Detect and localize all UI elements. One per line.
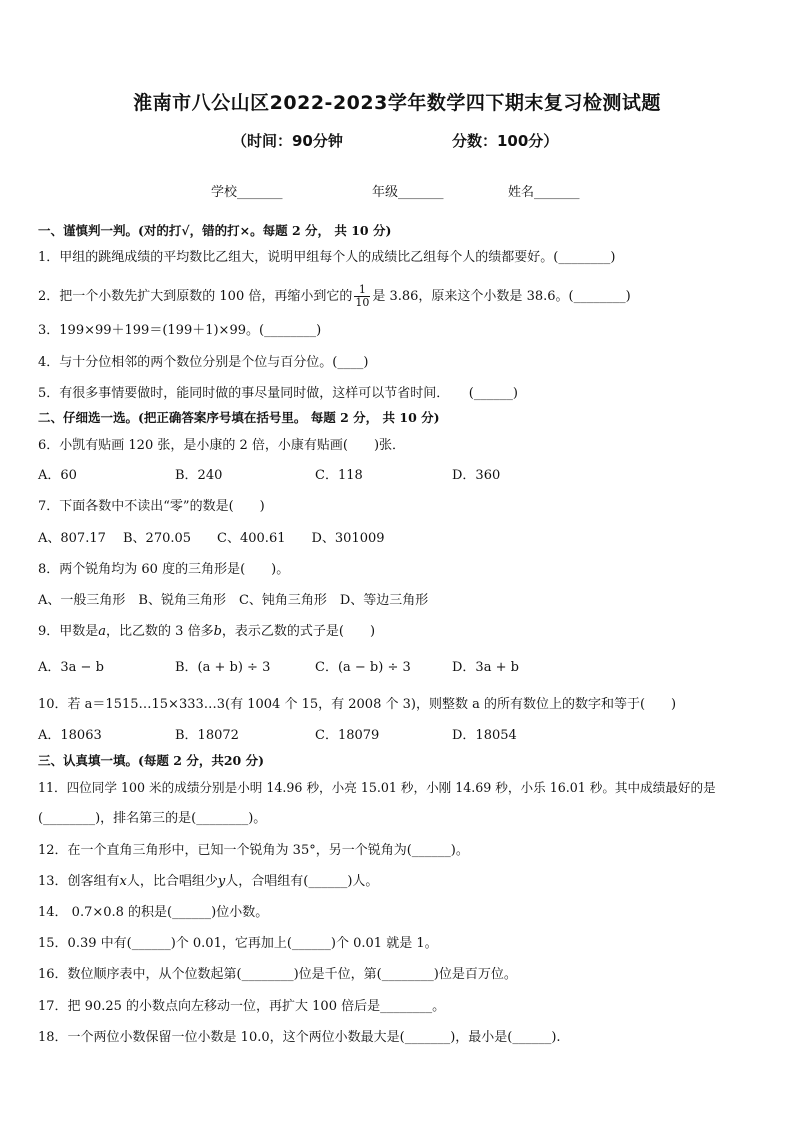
question-2-text-b: 是 3.86，原来这个小数是 38.6。(________)	[372, 289, 631, 304]
fraction-numerator: 1	[354, 284, 370, 297]
question-11: 11．四位同学 100 米的成绩分别是小明 14.96 秒，小亮 15.01 秒，小刚 14.69 秒，小乐 16.01 秒。其中成绩最好的是	[38, 780, 716, 795]
option-c: C．18079	[315, 728, 380, 743]
question-16: 16．数位顺序表中，从个位数起第(________)位是千位，第(________)位是百万位。	[38, 967, 517, 982]
question-5: 5．有很多事情要做时，能同时做的事尽量同时做，这样可以节省时间． (______)	[38, 386, 518, 401]
variable-a: a	[98, 624, 107, 639]
question-9-text-a: 9．甲数是	[38, 624, 99, 639]
option-a: A．3a − b	[38, 660, 104, 675]
question-13-text-c: 人，合唱组有(______)人。	[225, 874, 379, 889]
option-c: C．(a − b) ÷ 3	[315, 660, 411, 675]
variable-x: x	[119, 874, 127, 889]
question-15: 15．0.39 中有(______)个 0.01，它再加上(______)个 0.01 就是 1。	[38, 936, 438, 951]
option-b: B．(a + b) ÷ 3	[175, 660, 271, 675]
question-13-text-a: 13．创客组有	[38, 874, 120, 889]
section-1-heading: 一、谨慎判一判。(对的打√，错的打×。每题 2 分， 共 10 分)	[38, 223, 392, 238]
question-9-text-b: ，比乙数的 3 倍多	[106, 624, 214, 639]
question-8-options: A、一般三角形 B、锐角三角形 C、钝角三角形 D、等边三角形	[38, 593, 429, 608]
section-3-heading: 三、认真填一填。(每题 2 分，共20 分)	[38, 753, 264, 768]
exam-time: （时间：90分钟	[232, 132, 343, 150]
fraction	[354, 284, 370, 309]
question-12: 12．在一个直角三角形中，已知一个锐角为 35°，另一个锐角为(______)。	[38, 843, 469, 858]
school-field: 学校_______	[211, 185, 283, 200]
question-2-text-a: 2．把一个小数先扩大到原数的 100 倍，再缩小到它的	[38, 289, 353, 304]
question-11-cont: (________)，排名第三的是(________)。	[38, 811, 267, 826]
question-17: 17．把 90.25 的小数点向左移动一位，再扩大 100 倍后是________。	[38, 999, 446, 1014]
option-c: C．118	[315, 468, 363, 483]
question-14: 14． 0.7×0.8 的积是(______)位小数。	[38, 905, 269, 920]
section-2-heading: 二、仔细选一选。(把正确答案序号填在括号里。 每题 2 分， 共 10 分)	[38, 410, 440, 425]
question-4: 4．与十分位相邻的两个数位分别是个位与百分位。(____)	[38, 355, 369, 370]
question-18: 18．一个两位小数保留一位小数是 10.0，这个两位小数最大是(_______)，最小是(______).	[38, 1030, 561, 1045]
question-13-text-b: 人，比合唱组少	[126, 874, 218, 889]
option-d: D．360	[452, 468, 501, 483]
option-d: D．3a + b	[452, 660, 519, 675]
question-10: 10．若 a＝1515…15×333…3(有 1004 个 15，有 2008 个 3)，则整数 a 的所有数位上的数字和等于( )	[38, 697, 677, 712]
page-title: 淮南市八公山区2022-2023学年数学四下期末复习检测试题	[133, 92, 661, 114]
option-d: D．18054	[452, 728, 517, 743]
question-2	[38, 284, 631, 309]
grade-field: 年级_______	[372, 185, 444, 200]
question-1: 1．甲组的跳绳成绩的平均数比乙组大，说明甲组每个人的成绩比乙组每个人的绩都要好。(________)	[38, 250, 616, 265]
option-a: A．18063	[38, 728, 102, 743]
option-b: B．240	[175, 468, 223, 483]
question-6: 6．小凯有贴画 120 张，是小康的 2 倍，小康有贴画( )张．	[38, 438, 406, 453]
question-13	[38, 873, 378, 891]
question-9-text-c: ，表示乙数的式子是( )	[221, 624, 376, 639]
fraction-denominator: 10	[355, 296, 370, 309]
exam-score: 分数：100分）	[452, 132, 559, 150]
variable-y: y	[217, 874, 226, 889]
question-9	[38, 623, 375, 641]
variable-b: b	[213, 624, 222, 639]
question-8: 8．两个锐角均为 60 度的三角形是( )。	[38, 562, 290, 577]
question-7: 7．下面各数中不读出“零”的数是( )	[38, 499, 265, 514]
option-b: B．18072	[175, 728, 239, 743]
question-3: 3．199×99＋199＝(199＋1)×99。(________)	[38, 323, 322, 338]
question-7-options: A、807.17 B、270.05 C、400.61 D、301009	[38, 531, 385, 546]
name-field: 姓名_______	[508, 185, 580, 200]
option-a: A．60	[38, 468, 77, 483]
